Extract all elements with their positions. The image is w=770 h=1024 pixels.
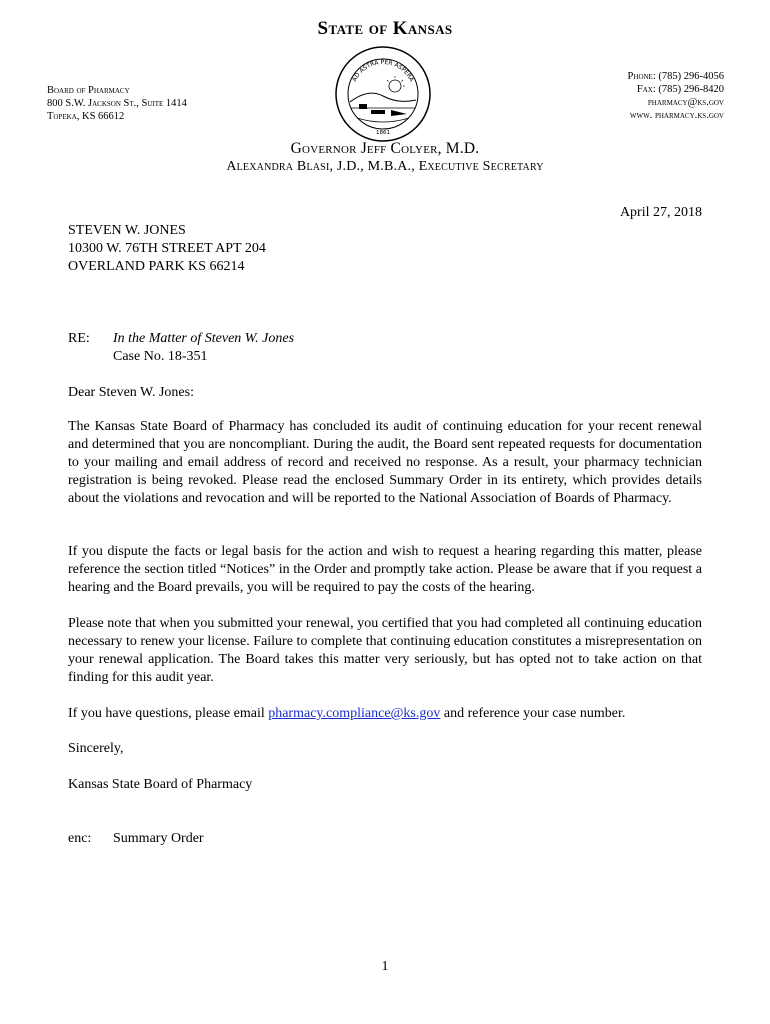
closing: Sincerely, [68,741,124,756]
paragraph-misrepresentation: Please note that when you submitted your renewal, you certified that you had completed all continuing education necessary to renew your license. Failure to complete that continuing education constitutes a misrepresentation on your renewal application. The Board takes this matter very seriously, but has opted not to take action on that finding for this audit year. [68,616,702,685]
recipient-street: 10300 W. 76TH STREET APT 204 [68,241,266,256]
signature: Kansas State Board of Pharmacy [68,777,253,792]
governor-line: Governor Jeff Colyer, M.D. [290,140,480,157]
agency-address [47,84,187,123]
recipient-address [68,222,266,276]
enclosure-label: enc: [68,831,92,846]
paragraph-audit-result: The Kansas State Board of Pharmacy has concluded its audit of continuing education for your recent renewal and determined that you are noncompliant. During the audit, the Board sent repeated requests for documentation to your mailing and email address of record and received no response. As a result, your pharmacy technician registration is being revoked. Please read the enclosed Summary Order in its entirety, which provides details about the violations and revocation and will be reported to the National Association of Boards of Pharmacy. [68,419,702,506]
seal-motto: AD ASTRA PER ASPERA [351,58,415,83]
salutation: Dear Steven W. Jones: [68,385,194,400]
agency-name: Board of Pharmacy [47,85,130,96]
recipient-name: STEVEN W. JONES [68,223,186,238]
letterhead-title: State of Kansas [317,18,453,39]
kansas-seal-icon [333,44,433,144]
agency-email: pharmacy@ks.gov [647,97,724,108]
re-matter: In the Matter of Steven W. Jones [113,331,295,346]
agency-website: www. pharmacy.ks.gov [629,110,724,121]
agency-street: 800 S.W. Jackson St., Suite 1414 [47,98,187,109]
svg-text:AD ASTRA PER ASPERA [351,59,415,84]
letter-date: April 27, 2018 [619,205,702,220]
questions-text-before: If you have questions, please email [68,706,269,721]
phone-number: Phone: (785) 296-4056 [627,71,724,82]
agency-contact [628,70,724,122]
page-number: 1 [381,959,389,974]
enclosure-value: Summary Order [113,831,204,846]
case-number: Case No. 18-351 [113,349,208,364]
paragraph-dispute: If you dispute the facts or legal basis for the action and wish to request a hearing regarding this matter, please reference the section titled “Notices” in the Order and promptly take action. Please be aware that if you request a hearing and the Board prevails, you will be required to pay the costs of the hearing. [68,544,702,595]
recipient-city: OVERLAND PARK KS 66214 [68,259,245,274]
secretary-line: Alexandra Blasi, J.D., M.B.A., Executive Secretary [226,159,544,174]
compliance-email-link[interactable]: pharmacy.compliance@ks.gov [268,706,441,721]
agency-city: Topeka, KS 66612 [47,111,125,122]
questions-text-after: and reference your case number. [440,706,626,721]
fax-number: Fax: (785) 296-8420 [636,84,724,95]
paragraph-questions [68,705,702,723]
re-label: RE: [68,331,90,346]
seal-year: 1861 [376,130,390,136]
re-block [113,330,294,366]
